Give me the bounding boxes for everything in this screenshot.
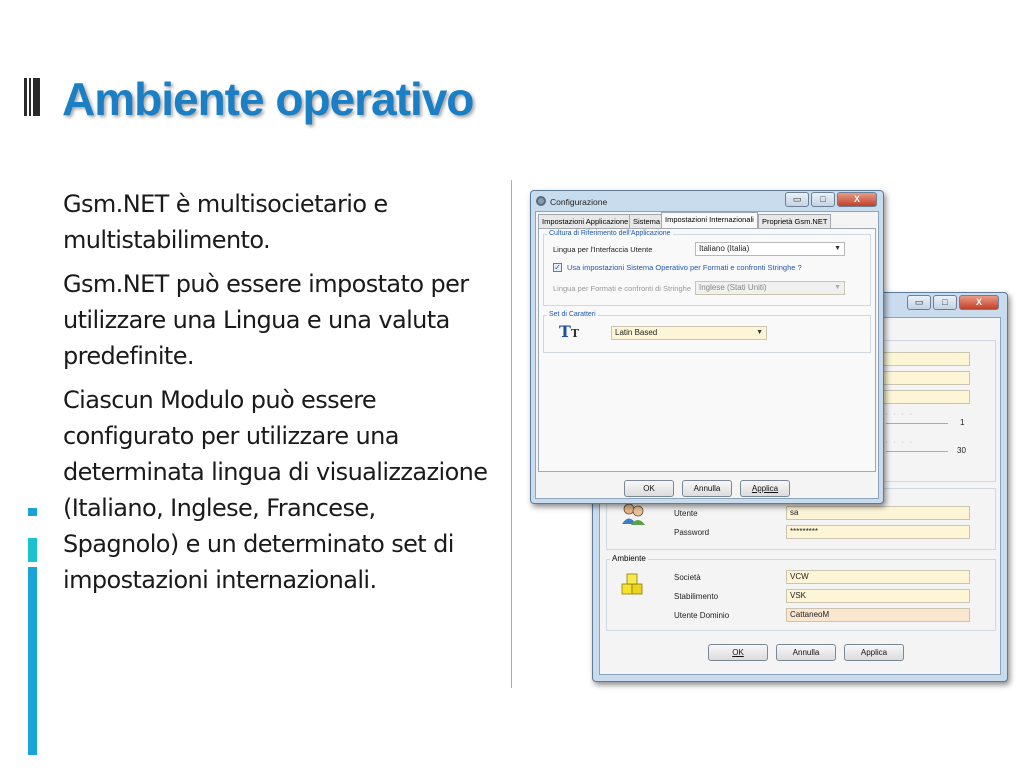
format-language-label: Lingua per Formati e confronti di Stringhe <box>553 284 691 293</box>
config-window-controls <box>785 192 877 207</box>
ui-language-select[interactable] <box>695 242 845 256</box>
password-field[interactable]: ********* <box>786 525 970 539</box>
tab-panel <box>538 228 876 472</box>
password-label: Password <box>674 528 710 537</box>
configurazione-dialog <box>530 190 884 504</box>
login-window-controls <box>907 295 999 310</box>
users-icon <box>620 502 646 526</box>
format-language-select <box>695 281 845 295</box>
charset-select[interactable] <box>611 326 767 340</box>
config-close-button[interactable]: X <box>837 192 877 207</box>
slide-title: Ambiente operativo <box>62 73 474 125</box>
slider-track-2[interactable]: '''' <box>886 442 948 452</box>
tab-impostazioni-applicazione[interactable]: Impostazioni Applicazione <box>538 214 632 228</box>
config-tab-strip <box>538 214 858 228</box>
charset-value: Latin Based <box>615 328 658 337</box>
config-maximize-button[interactable]: □ <box>811 192 835 207</box>
close-button[interactable]: X <box>959 295 999 310</box>
config-annulla-button[interactable]: Annulla <box>682 480 732 497</box>
format-language-value: Inglese (Stati Uniti) <box>699 283 767 292</box>
stabilimento-field[interactable]: VSK <box>786 589 970 603</box>
use-os-settings-checkbox[interactable]: ✓ <box>554 263 561 272</box>
tab-proprieta-gsmnet[interactable]: Proprietà Gsm.NET <box>758 214 831 228</box>
ui-language-value: Italiano (Italia) <box>699 244 750 253</box>
upper-field-3[interactable] <box>880 390 970 404</box>
title-decoration <box>24 78 40 116</box>
configurazione-title: Configurazione <box>550 197 608 207</box>
utente-dominio-field[interactable]: CattaneoM <box>786 608 970 622</box>
cubes-icon <box>620 571 646 597</box>
slider-value-2: 30 <box>957 446 966 455</box>
font-icon: TT <box>559 322 580 341</box>
utente-label: Utente <box>674 509 698 518</box>
paragraph-moduli: Ciascun Modulo può essere configurato per utilizzare una determinata lingua di visualizzazione (Italiano, Inglese, Francese, Spagnolo) e un determinato set di impostazioni internazionali. <box>63 386 488 594</box>
paragraph-multisocietario: Gsm.NET è multisocietario e multistabilimento. <box>63 190 388 254</box>
tab-sistema[interactable]: Sistema <box>629 214 664 228</box>
config-applica-label: Applica <box>751 484 779 493</box>
login-ok-button[interactable] <box>708 644 768 661</box>
upper-field-2[interactable] <box>880 371 970 385</box>
slider-track-1[interactable]: '''' <box>886 414 948 424</box>
config-ok-button[interactable]: OK <box>624 480 674 497</box>
ambiente-caption: Ambiente <box>612 554 646 563</box>
minimize-button[interactable]: ▭ <box>907 295 931 310</box>
accent-bar-bottom <box>28 567 37 755</box>
ui-language-label: Lingua per l'Interfaccia Utente <box>553 245 653 254</box>
config-minimize-button[interactable]: ▭ <box>785 192 809 207</box>
tab-impostazioni-internazionali[interactable]: Impostazioni Internazionali <box>661 212 758 228</box>
vertical-divider <box>511 180 512 688</box>
paragraph-lingua-valuta: Gsm.NET può essere impostato per utilizzare una Lingua e una valuta predefinite. <box>63 270 469 370</box>
accent-bar-middle <box>28 538 37 562</box>
ok-label: OK <box>732 648 744 657</box>
config-applica-button[interactable] <box>740 480 790 497</box>
chevron-down-disabled-icon: ▼ <box>834 284 841 291</box>
societa-label: Società <box>674 573 701 582</box>
maximize-button[interactable]: □ <box>933 295 957 310</box>
chevron-down-icon: ▼ <box>834 245 841 252</box>
slider-value-1: 1 <box>960 418 965 427</box>
accent-bar-top <box>28 508 37 516</box>
slide-body <box>63 186 493 606</box>
societa-field[interactable]: VCW <box>786 570 970 584</box>
utente-dominio-label: Utente Dominio <box>674 611 730 620</box>
config-dialog-body <box>535 211 879 499</box>
culture-group-caption: Cultura di Riferimento dell'Applicazione <box>549 230 671 237</box>
login-annulla-button[interactable]: Annulla <box>776 644 836 661</box>
charset-group-caption: Set di Caratteri <box>549 311 596 318</box>
login-applica-button[interactable]: Applica <box>844 644 904 661</box>
use-os-settings-label: Usa impostazioni Sistema Operativo per Formati e confronti Stringhe ? <box>567 263 802 272</box>
stabilimento-label: Stabilimento <box>674 592 719 601</box>
upper-field-1[interactable] <box>880 352 970 366</box>
charset-chevron-down-icon: ▼ <box>756 329 763 336</box>
utente-field[interactable]: sa <box>786 506 970 520</box>
config-gear-icon <box>536 196 546 206</box>
